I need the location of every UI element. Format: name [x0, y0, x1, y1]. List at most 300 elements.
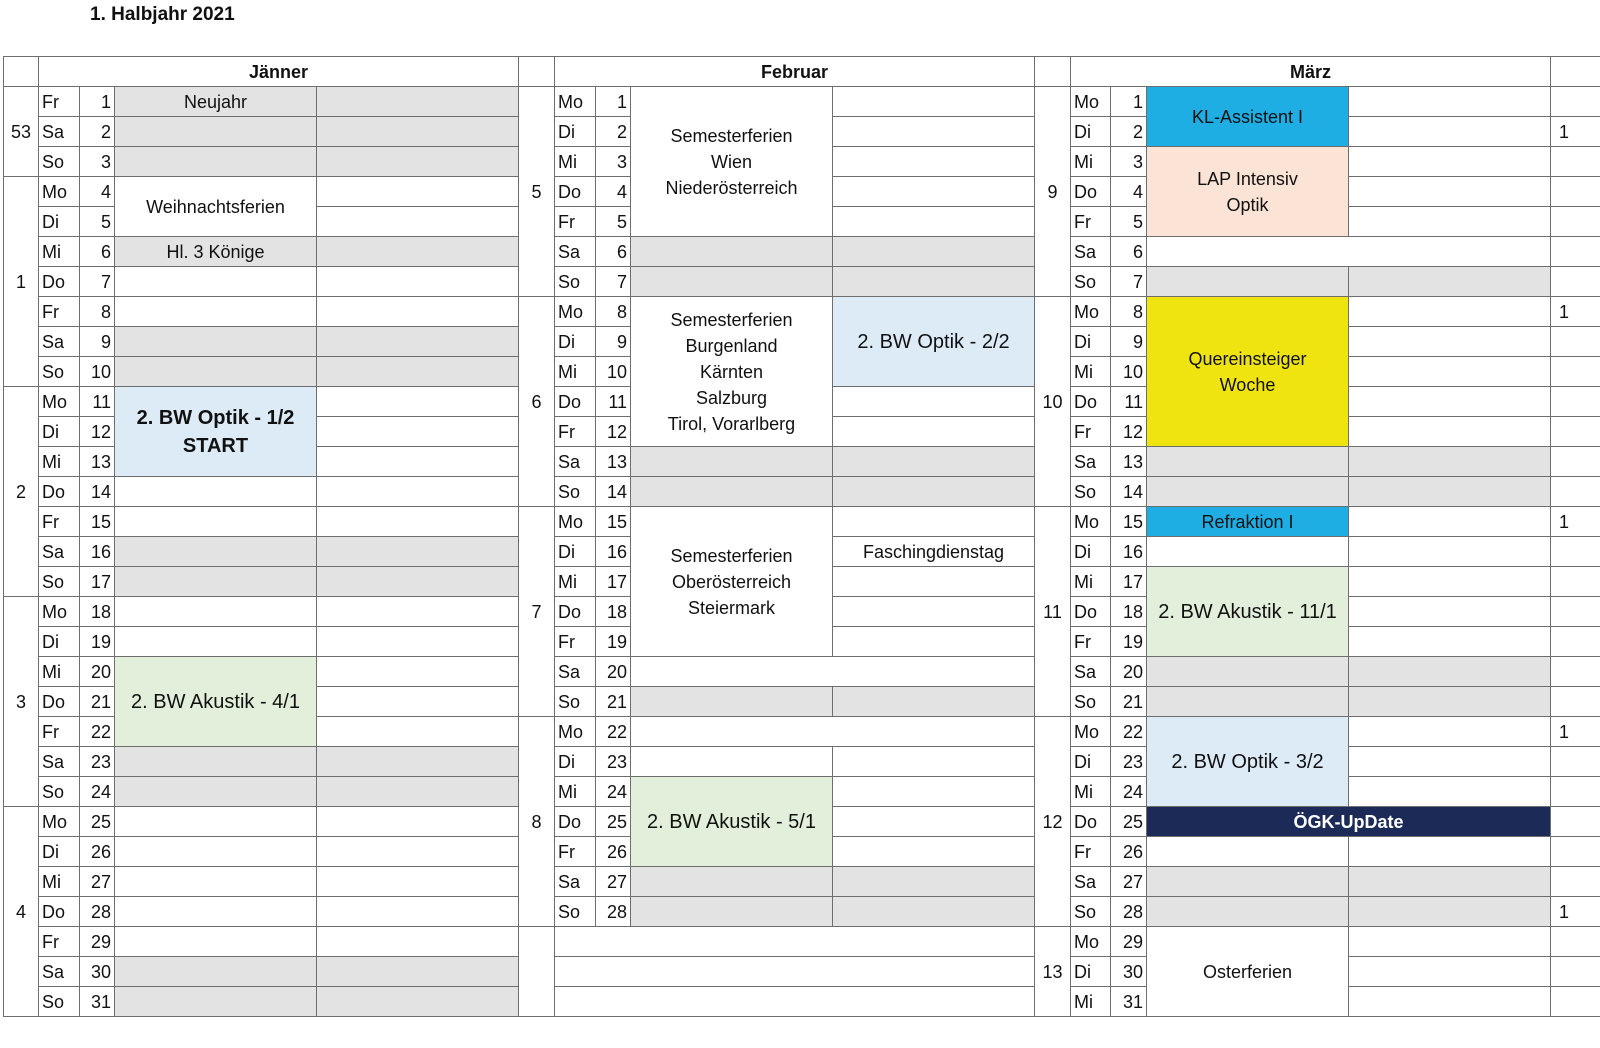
weekday-label: Mi — [39, 657, 80, 687]
weekday-label: Di — [1071, 537, 1111, 567]
day-cell — [1349, 267, 1551, 297]
day-number: 10 — [80, 357, 115, 387]
day-cell — [833, 597, 1035, 627]
weekday-label: Sa — [39, 957, 80, 987]
day-cell — [115, 537, 317, 567]
day-cell — [1349, 867, 1551, 897]
day-cell — [833, 627, 1035, 657]
weekday-label: Mi — [1071, 567, 1111, 597]
day-number: 28 — [1111, 897, 1147, 927]
day-cell — [1349, 117, 1551, 147]
day-cell — [833, 777, 1035, 807]
day-number: 7 — [80, 267, 115, 297]
day-number: 24 — [596, 777, 631, 807]
overflow-cell — [1551, 417, 1600, 447]
day-cell — [317, 717, 519, 747]
day-number: 5 — [596, 207, 631, 237]
weekday-label: Mo — [1071, 717, 1111, 747]
day-cell — [1349, 177, 1551, 207]
event-cell: Hl. 3 Könige — [115, 237, 317, 267]
month-header-spacer — [1035, 57, 1071, 87]
day-cell — [317, 657, 519, 687]
day-cell — [833, 897, 1035, 927]
weekday-label: Mi — [555, 147, 596, 177]
overflow-cell — [1551, 987, 1600, 1017]
day-cell — [115, 117, 317, 147]
day-number: 22 — [80, 717, 115, 747]
overflow-cell — [1551, 387, 1600, 417]
weekday-label: Mo — [39, 177, 80, 207]
weekday-label: Mi — [39, 237, 80, 267]
day-number: 5 — [1111, 207, 1147, 237]
day-number: 6 — [80, 237, 115, 267]
overflow-cell — [1551, 747, 1600, 777]
day-cell — [317, 777, 519, 807]
day-cell — [1349, 537, 1551, 567]
event-cell: Semesterferien Oberösterreich Steiermark — [631, 507, 833, 657]
day-cell — [317, 147, 519, 177]
day-number: 25 — [1111, 807, 1147, 837]
day-number: 4 — [596, 177, 631, 207]
day-number: 9 — [1111, 327, 1147, 357]
day-number: 6 — [596, 237, 631, 267]
day-cell — [115, 597, 317, 627]
day-number: 18 — [596, 597, 631, 627]
day-cell — [833, 447, 1035, 477]
day-cell — [115, 777, 317, 807]
day-number: 6 — [1111, 237, 1147, 267]
day-number: 25 — [596, 807, 631, 837]
weekday-label: Mo — [1071, 87, 1111, 117]
weekday-label: Di — [555, 117, 596, 147]
overflow-header — [1551, 57, 1600, 87]
day-cell — [317, 867, 519, 897]
weekday-label: So — [39, 567, 80, 597]
weekday-label: Fr — [39, 297, 80, 327]
day-number: 15 — [596, 507, 631, 537]
event-cell: Osterferien — [1147, 927, 1349, 1017]
weekday-label: Di — [555, 747, 596, 777]
weekday-label: Fr — [39, 87, 80, 117]
day-cell — [833, 387, 1035, 417]
weekday-label: Sa — [39, 537, 80, 567]
day-number: 16 — [1111, 537, 1147, 567]
event-cell: Faschingdienstag — [833, 537, 1035, 567]
empty-cell — [519, 927, 555, 1017]
day-cell — [1349, 507, 1551, 537]
week-number-cutoff: 1 — [1551, 897, 1600, 927]
overflow-cell — [1551, 537, 1600, 567]
day-number: 15 — [1111, 507, 1147, 537]
day-cell — [833, 207, 1035, 237]
weekday-label: Sa — [555, 657, 596, 687]
event-cell: LAP Intensiv Optik — [1147, 147, 1349, 237]
day-number: 2 — [596, 117, 631, 147]
week-number: 2 — [4, 387, 39, 597]
weekday-label: Mo — [555, 507, 596, 537]
day-number: 5 — [80, 207, 115, 237]
weekday-label: So — [1071, 687, 1111, 717]
day-number: 16 — [596, 537, 631, 567]
day-number: 20 — [80, 657, 115, 687]
overflow-cell — [1551, 147, 1600, 177]
day-cell — [833, 177, 1035, 207]
day-cell — [115, 837, 317, 867]
weekday-label: Sa — [39, 117, 80, 147]
week-number: 3 — [4, 597, 39, 807]
weekday-label: Do — [39, 687, 80, 717]
weekday-label: So — [39, 777, 80, 807]
weekday-label: Do — [555, 387, 596, 417]
day-cell — [1349, 687, 1551, 717]
day-number: 19 — [1111, 627, 1147, 657]
weekday-label: Mo — [39, 807, 80, 837]
weekday-label: Fr — [1071, 837, 1111, 867]
day-cell — [317, 387, 519, 417]
weekday-label: Mi — [1071, 777, 1111, 807]
event-cell: KL-Assistent I — [1147, 87, 1349, 147]
day-cell — [631, 447, 833, 477]
week-number-cutoff: 1 — [1551, 717, 1600, 747]
day-number: 23 — [596, 747, 631, 777]
event-cell — [1147, 237, 1551, 267]
weekday-label: Di — [1071, 747, 1111, 777]
day-number: 19 — [80, 627, 115, 657]
day-cell — [631, 897, 833, 927]
overflow-cell — [1551, 447, 1600, 477]
weekday-label: Di — [39, 837, 80, 867]
day-number: 12 — [80, 417, 115, 447]
weekday-label: Mo — [555, 717, 596, 747]
overflow-cell — [1551, 477, 1600, 507]
day-cell — [317, 627, 519, 657]
day-cell — [1349, 87, 1551, 117]
day-cell — [1349, 447, 1551, 477]
day-number: 26 — [1111, 837, 1147, 867]
weekday-label: Mi — [39, 447, 80, 477]
empty-row — [555, 987, 1035, 1017]
overflow-cell — [1551, 957, 1600, 987]
day-cell — [1349, 147, 1551, 177]
weekday-label: Fr — [555, 837, 596, 867]
event-cell — [631, 657, 1035, 687]
day-cell — [317, 507, 519, 537]
day-cell — [115, 327, 317, 357]
day-number: 12 — [596, 417, 631, 447]
overflow-cell — [1551, 87, 1600, 117]
day-number: 17 — [596, 567, 631, 597]
day-number: 25 — [80, 807, 115, 837]
week-number: 8 — [519, 717, 555, 927]
week-number-cutoff: 1 — [1551, 117, 1600, 147]
weekday-label: So — [555, 897, 596, 927]
weekday-label: Fr — [1071, 417, 1111, 447]
day-number: 14 — [80, 477, 115, 507]
day-number: 4 — [80, 177, 115, 207]
day-number: 18 — [80, 597, 115, 627]
day-number: 23 — [80, 747, 115, 777]
overflow-cell — [1551, 807, 1600, 837]
weekday-label: Do — [555, 177, 596, 207]
week-number: 5 — [519, 87, 555, 297]
day-number: 4 — [1111, 177, 1147, 207]
day-number: 18 — [1111, 597, 1147, 627]
weekday-label: Mo — [555, 87, 596, 117]
weekday-label: Di — [39, 207, 80, 237]
weekday-label: Mi — [555, 567, 596, 597]
event-cell — [631, 687, 833, 717]
overflow-cell — [1551, 687, 1600, 717]
day-cell — [115, 567, 317, 597]
day-cell — [1349, 837, 1551, 867]
day-cell — [317, 267, 519, 297]
day-number: 12 — [1111, 417, 1147, 447]
day-cell — [1349, 657, 1551, 687]
weekday-label: Fr — [555, 207, 596, 237]
day-number: 17 — [1111, 567, 1147, 597]
day-cell — [317, 597, 519, 627]
weekday-label: Fr — [1071, 627, 1111, 657]
day-cell — [115, 627, 317, 657]
weekday-label: Fr — [555, 627, 596, 657]
day-number: 13 — [1111, 447, 1147, 477]
day-cell — [833, 417, 1035, 447]
weekday-label: Di — [39, 627, 80, 657]
month-header: Jänner — [39, 57, 519, 87]
day-number: 11 — [1111, 387, 1147, 417]
day-number: 29 — [80, 927, 115, 957]
day-cell — [631, 267, 833, 297]
weekday-label: Do — [39, 897, 80, 927]
week-number-cutoff: 1 — [1551, 297, 1600, 327]
day-cell — [317, 447, 519, 477]
weekday-label: Sa — [555, 867, 596, 897]
day-number: 10 — [1111, 357, 1147, 387]
day-number: 23 — [1111, 747, 1147, 777]
day-number: 27 — [80, 867, 115, 897]
event-cell: Quereinsteiger Woche — [1147, 297, 1349, 447]
day-cell — [317, 87, 519, 117]
weekday-label: Sa — [39, 747, 80, 777]
weekday-label: Do — [1071, 387, 1111, 417]
day-cell — [1349, 387, 1551, 417]
day-cell — [631, 867, 833, 897]
overflow-cell — [1551, 177, 1600, 207]
month-header: März — [1071, 57, 1551, 87]
weekday-label: So — [1071, 897, 1111, 927]
day-cell — [631, 237, 833, 267]
day-cell — [317, 117, 519, 147]
day-cell — [1349, 987, 1551, 1017]
weekday-label: Sa — [555, 237, 596, 267]
day-cell — [833, 867, 1035, 897]
day-number: 24 — [1111, 777, 1147, 807]
overflow-cell — [1551, 927, 1600, 957]
day-cell — [1147, 477, 1349, 507]
day-number: 9 — [80, 327, 115, 357]
day-number: 2 — [80, 117, 115, 147]
event-cell: 2. BW Optik - 3/2 — [1147, 717, 1349, 807]
day-number: 21 — [1111, 687, 1147, 717]
weekday-label: Mo — [1071, 927, 1111, 957]
day-cell — [317, 897, 519, 927]
weekday-label: Sa — [555, 447, 596, 477]
day-cell — [833, 507, 1035, 537]
week-number: 11 — [1035, 507, 1071, 717]
overflow-cell — [1551, 597, 1600, 627]
day-cell — [1349, 717, 1551, 747]
day-cell — [317, 297, 519, 327]
month-header-spacer — [4, 57, 39, 87]
weekday-label: Mi — [39, 867, 80, 897]
day-cell — [1349, 357, 1551, 387]
weekday-label: Di — [555, 537, 596, 567]
day-number: 14 — [596, 477, 631, 507]
day-cell — [317, 807, 519, 837]
day-cell — [115, 807, 317, 837]
overflow-cell — [1551, 867, 1600, 897]
day-cell — [1349, 627, 1551, 657]
day-cell — [317, 987, 519, 1017]
day-number: 2 — [1111, 117, 1147, 147]
day-number: 30 — [1111, 957, 1147, 987]
weekday-label: Mi — [1071, 357, 1111, 387]
weekday-label: Di — [39, 417, 80, 447]
day-number: 1 — [596, 87, 631, 117]
week-number: 1 — [4, 177, 39, 387]
day-number: 1 — [80, 87, 115, 117]
day-cell — [317, 687, 519, 717]
day-cell — [833, 477, 1035, 507]
weekday-label: Mo — [1071, 507, 1111, 537]
weekday-label: Sa — [1071, 447, 1111, 477]
day-cell — [1349, 207, 1551, 237]
day-number: 15 — [80, 507, 115, 537]
day-number: 28 — [596, 897, 631, 927]
day-cell — [833, 117, 1035, 147]
day-cell — [833, 267, 1035, 297]
week-number-cutoff: 1 — [1551, 507, 1600, 537]
week-number: 7 — [519, 507, 555, 717]
day-number: 3 — [1111, 147, 1147, 177]
week-number: 9 — [1035, 87, 1071, 297]
event-cell: 2. BW Optik - 2/2 — [833, 297, 1035, 387]
event-cell: Neujahr — [115, 87, 317, 117]
weekday-label: Di — [1071, 957, 1111, 987]
day-cell — [1349, 477, 1551, 507]
overflow-cell — [1551, 207, 1600, 237]
day-number: 7 — [596, 267, 631, 297]
day-number: 24 — [80, 777, 115, 807]
day-number: 13 — [80, 447, 115, 477]
day-number: 16 — [80, 537, 115, 567]
weekday-label: Fr — [39, 507, 80, 537]
event-cell: 2. BW Optik - 1/2 START — [115, 387, 317, 477]
weekday-label: Mi — [555, 357, 596, 387]
day-number: 21 — [596, 687, 631, 717]
day-cell — [1349, 597, 1551, 627]
event-cell: Refraktion I — [1147, 507, 1349, 537]
weekday-label: Do — [39, 477, 80, 507]
event-cell — [631, 717, 1035, 747]
day-number: 27 — [596, 867, 631, 897]
event-cell: 2. BW Akustik - 5/1 — [631, 777, 833, 867]
day-number: 22 — [596, 717, 631, 747]
day-number: 3 — [80, 147, 115, 177]
event-cell: Semesterferien Wien Niederösterreich — [631, 87, 833, 237]
overflow-cell — [1551, 657, 1600, 687]
day-cell — [833, 747, 1035, 777]
day-cell — [1349, 567, 1551, 597]
weekday-label: Mi — [555, 777, 596, 807]
day-cell — [833, 687, 1035, 717]
day-number: 11 — [80, 387, 115, 417]
day-cell — [115, 927, 317, 957]
weekday-label: Do — [1071, 597, 1111, 627]
weekday-label: Di — [1071, 117, 1111, 147]
week-number: 10 — [1035, 297, 1071, 507]
day-cell — [833, 237, 1035, 267]
day-cell — [115, 507, 317, 537]
day-number: 17 — [80, 567, 115, 597]
day-cell — [317, 957, 519, 987]
day-cell — [1349, 747, 1551, 777]
weekday-label: Sa — [1071, 867, 1111, 897]
day-number: 20 — [596, 657, 631, 687]
weekday-label: Di — [555, 327, 596, 357]
day-number: 28 — [80, 897, 115, 927]
weekday-label: Mo — [39, 387, 80, 417]
day-cell — [833, 567, 1035, 597]
day-number: 21 — [80, 687, 115, 717]
day-number: 3 — [596, 147, 631, 177]
day-number: 20 — [1111, 657, 1147, 687]
day-number: 8 — [1111, 297, 1147, 327]
day-cell — [115, 747, 317, 777]
day-number: 30 — [80, 957, 115, 987]
day-cell — [115, 957, 317, 987]
weekday-label: Fr — [1071, 207, 1111, 237]
month-header-spacer — [519, 57, 555, 87]
weekday-label: Sa — [1071, 657, 1111, 687]
day-cell — [1147, 657, 1349, 687]
weekday-label: So — [555, 267, 596, 297]
day-cell — [115, 297, 317, 327]
weekday-label: Do — [555, 807, 596, 837]
overflow-cell — [1551, 237, 1600, 267]
weekday-label: Do — [1071, 807, 1111, 837]
day-cell — [317, 177, 519, 207]
day-cell — [833, 87, 1035, 117]
day-cell — [317, 837, 519, 867]
day-cell — [833, 807, 1035, 837]
event-cell: ÖGK-UpDate — [1147, 807, 1551, 837]
weekday-label: Fr — [39, 927, 80, 957]
weekday-label: So — [39, 357, 80, 387]
day-number: 8 — [596, 297, 631, 327]
week-number: 53 — [4, 87, 39, 177]
empty-row — [555, 957, 1035, 987]
day-number: 31 — [80, 987, 115, 1017]
day-cell — [1349, 297, 1551, 327]
day-cell — [317, 237, 519, 267]
overflow-cell — [1551, 327, 1600, 357]
day-cell — [317, 417, 519, 447]
weekday-label: So — [555, 477, 596, 507]
day-cell — [115, 147, 317, 177]
day-number: 13 — [596, 447, 631, 477]
day-cell — [115, 867, 317, 897]
